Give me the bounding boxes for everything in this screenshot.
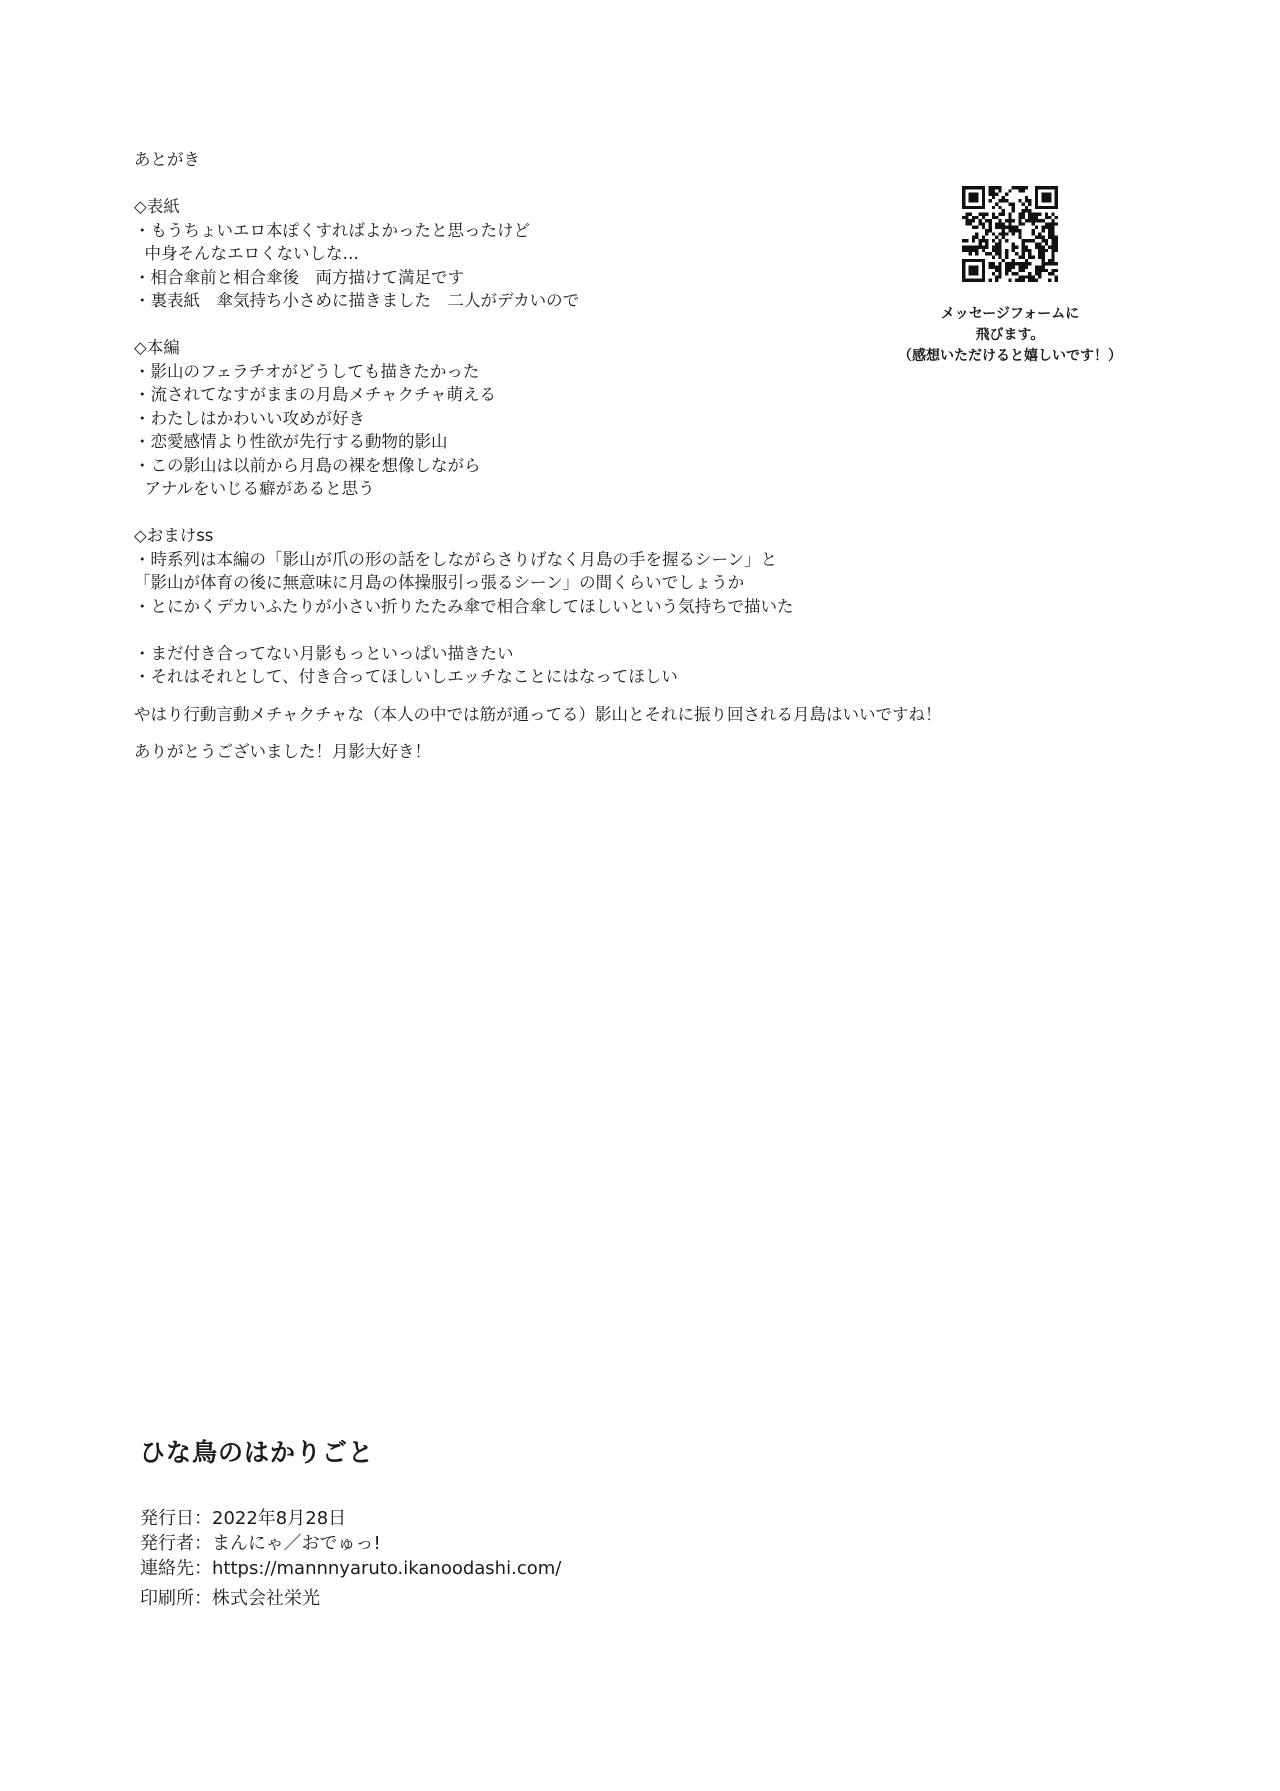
- list-item: ・それはそれとして、付き合ってほしいしエッチなことにはなってほしい: [134, 667, 678, 686]
- closing-paragraph: やはり行動言動メチャクチャな（本人の中では筋が通ってる）影山とそれに振り回される月島はいいですね！: [134, 704, 942, 724]
- qr-caption-line: 飛びます。: [975, 327, 1045, 343]
- list-item: ・流されてなすがままの月島メチャクチャ萌える: [134, 385, 497, 404]
- publisher: 発行者：まんにゃ／おでゅっ!: [140, 1533, 381, 1554]
- section-title: ◇本編: [134, 338, 180, 357]
- list-item: ・時系列は本編の「影山が爪の形の話をしながらさりげなく月島の手を握るシーン」と: [134, 549, 778, 569]
- book-title: ひな鳥のはかりごと: [140, 1438, 375, 1467]
- list-item: ・もうちょいエロ本ぽくすればよかったと思ったけど: [134, 220, 530, 240]
- qr-caption: [880, 304, 1140, 367]
- qr-code-icon[interactable]: [962, 186, 1058, 282]
- list-item: 中身そんなエロくないしな…: [134, 244, 359, 263]
- qr-block: [880, 186, 1140, 367]
- section-title: ◇おまけss: [134, 526, 214, 545]
- list-item: ・裏表紙 傘気持ち小さめに描きました 二人がデカいので: [134, 291, 580, 310]
- contact-link[interactable]: 連絡先：https://mannnyaruto.ikanoodashi.com/: [140, 1558, 562, 1579]
- list-item: ・まだ付き合ってない月影もっといっぱい描きたい: [134, 643, 514, 663]
- publish-date: 発行日：2022年8月28日: [140, 1508, 347, 1529]
- section-bonus-ss: [134, 524, 1034, 618]
- qr-caption-line: メッセージフォームに: [940, 306, 1080, 322]
- list-item: ・この影山は以前から月島の裸を想像しながら: [134, 455, 481, 475]
- printer: 印刷所：株式会社栄光: [140, 1588, 320, 1609]
- list-item: アナルをいじる癖があると思う: [134, 479, 375, 498]
- thanks-line: ありがとうございました！月影大好き！: [134, 742, 431, 761]
- list-item: ・相合傘前と相合傘後 両方描けて満足です: [134, 267, 464, 287]
- section-title: ◇表紙: [134, 197, 180, 216]
- list-item: ・恋愛感情より性欲が先行する動物的影山: [134, 432, 448, 451]
- qr-caption-line: （感想いただけると嬉しいです！）: [898, 348, 1122, 364]
- afterword-heading: あとがき: [134, 150, 200, 169]
- list-item: ・影山のフェラチオがどうしても描きたかった: [134, 361, 480, 381]
- extra-notes: [134, 642, 1034, 689]
- list-item: 「影山が体育の後に無意味に月島の体操服引っ張るシーン」の間くらいでしょうか: [134, 573, 745, 592]
- list-item: ・わたしはかわいい攻めが好き: [134, 408, 365, 428]
- colophon: [140, 1436, 840, 1611]
- list-item: ・とにかくデカいふたりが小さい折りたたみ傘で相合傘してほしいという気持ちで描いた: [134, 596, 794, 616]
